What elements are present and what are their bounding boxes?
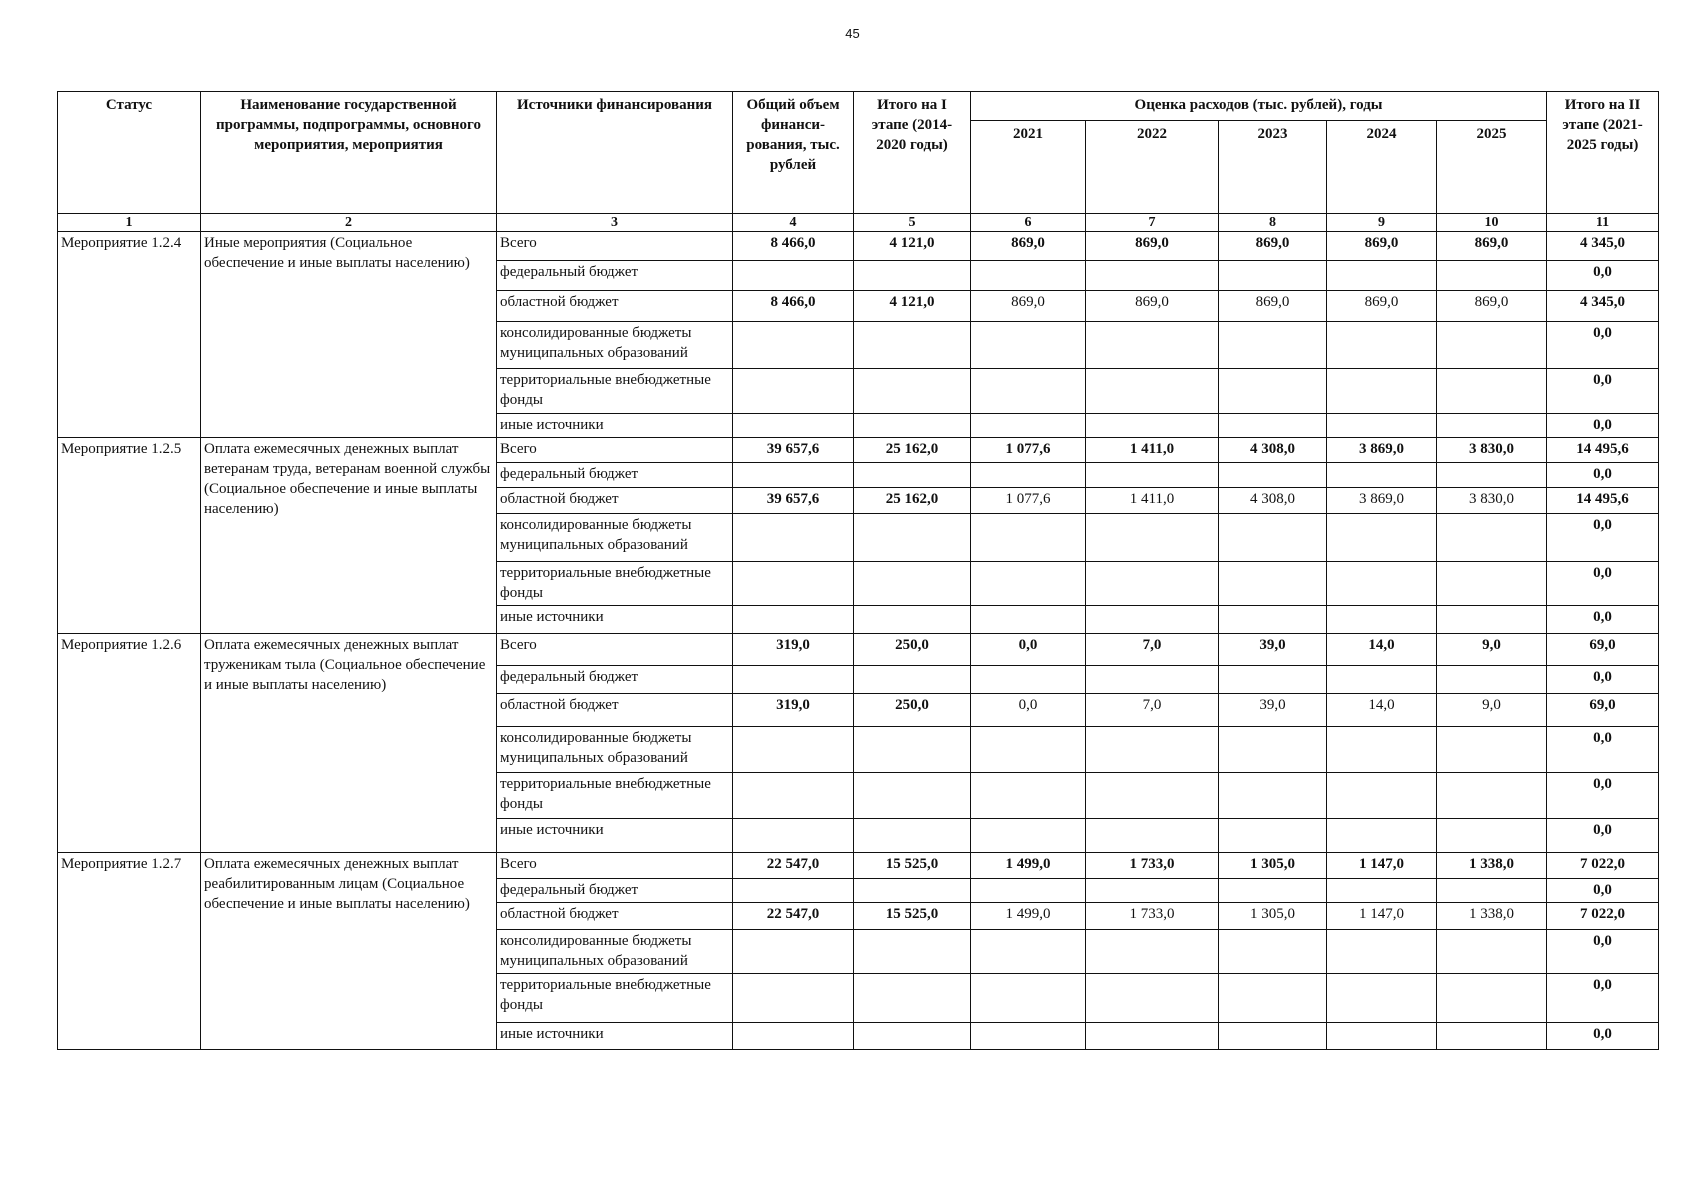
row-source: иные источники <box>497 1023 733 1050</box>
cell-value <box>733 1023 854 1050</box>
cell-value <box>971 369 1086 414</box>
cell-value: 869,0 <box>1219 291 1327 322</box>
header-year: 2025 <box>1437 121 1547 214</box>
cell-value <box>854 819 971 853</box>
column-number: 6 <box>971 214 1086 232</box>
cell-value: 8 466,0 <box>733 291 854 322</box>
cell-value <box>1437 261 1547 291</box>
cell-value: 3 869,0 <box>1327 488 1437 514</box>
row-source: территориальные внебюджетные фонды <box>497 562 733 606</box>
row-source: федеральный бюджет <box>497 666 733 694</box>
cell-value <box>971 414 1086 438</box>
header-year: 2024 <box>1327 121 1437 214</box>
cell-value <box>971 773 1086 819</box>
header-year: 2023 <box>1219 121 1327 214</box>
table-row <box>58 438 1659 463</box>
cell-value <box>1437 606 1547 634</box>
cell-value <box>971 261 1086 291</box>
cell-value: 1 077,6 <box>971 438 1086 463</box>
table-row <box>58 232 1659 261</box>
cell-value: 4 121,0 <box>854 291 971 322</box>
cell-value: 4 345,0 <box>1547 232 1659 261</box>
cell-value <box>733 819 854 853</box>
row-source: консолидированные бюджеты муниципальных образований <box>497 322 733 369</box>
cell-value: 0,0 <box>1547 930 1659 974</box>
cell-value: 15 525,0 <box>854 853 971 879</box>
header-year: 2021 <box>971 121 1086 214</box>
cell-value: 250,0 <box>854 634 971 666</box>
cell-value: 0,0 <box>1547 261 1659 291</box>
cell-value <box>971 463 1086 488</box>
row-name: Оплата ежемесячных денежных выплат реабилитированным лицам (Социальное обеспечение и иные выплаты населению) <box>201 853 497 1050</box>
cell-value <box>1219 666 1327 694</box>
cell-value <box>971 606 1086 634</box>
cell-value <box>733 879 854 903</box>
cell-value: 319,0 <box>733 694 854 727</box>
cell-value <box>733 606 854 634</box>
row-source: иные источники <box>497 414 733 438</box>
row-name: Оплата ежемесячных денежных выплат ветеранам труда, ветеранам военной службы (Социальное обеспечение и иные выплаты населению) <box>201 438 497 634</box>
cell-value: 22 547,0 <box>733 853 854 879</box>
cell-value <box>1437 1023 1547 1050</box>
cell-value <box>1437 666 1547 694</box>
cell-value <box>1219 819 1327 853</box>
column-number: 9 <box>1327 214 1437 232</box>
cell-value <box>1219 773 1327 819</box>
cell-value <box>733 727 854 773</box>
row-source: областной бюджет <box>497 694 733 727</box>
cell-value <box>1327 666 1437 694</box>
cell-value <box>1086 727 1219 773</box>
cell-value: 1 305,0 <box>1219 853 1327 879</box>
table-body <box>58 232 1659 1050</box>
column-number: 3 <box>497 214 733 232</box>
cell-value: 69,0 <box>1547 634 1659 666</box>
row-source: иные источники <box>497 606 733 634</box>
row-source: территориальные внебюджетные фонды <box>497 369 733 414</box>
cell-value <box>854 1023 971 1050</box>
cell-value <box>1327 606 1437 634</box>
cell-value <box>1327 514 1437 562</box>
row-source: федеральный бюджет <box>497 261 733 291</box>
cell-value <box>1086 606 1219 634</box>
cell-value <box>1086 369 1219 414</box>
row-status: Мероприятие 1.2.7 <box>58 853 201 1050</box>
cell-value <box>854 606 971 634</box>
cell-value <box>1327 974 1437 1023</box>
cell-value: 869,0 <box>971 232 1086 261</box>
cell-value: 39,0 <box>1219 634 1327 666</box>
row-name: Оплата ежемесячных денежных выплат труженикам тыла (Социальное обеспечение и иные выплаты населению) <box>201 634 497 853</box>
cell-value: 0,0 <box>1547 369 1659 414</box>
cell-value: 0,0 <box>1547 1023 1659 1050</box>
cell-value <box>854 562 971 606</box>
row-name: Иные мероприятия (Социальное обеспечение и иные выплаты населению) <box>201 232 497 438</box>
column-number: 8 <box>1219 214 1327 232</box>
cell-value <box>1437 773 1547 819</box>
row-source: федеральный бюджет <box>497 879 733 903</box>
column-number-row <box>58 214 1659 232</box>
cell-value: 869,0 <box>1437 232 1547 261</box>
cell-value: 869,0 <box>971 291 1086 322</box>
cell-value <box>1327 322 1437 369</box>
cell-value <box>1437 930 1547 974</box>
row-source: Всего <box>497 634 733 666</box>
cell-value <box>854 727 971 773</box>
cell-value <box>1219 463 1327 488</box>
column-number: 11 <box>1547 214 1659 232</box>
row-source: территориальные внебюджетные фонды <box>497 974 733 1023</box>
cell-value <box>1327 773 1437 819</box>
row-source: областной бюджет <box>497 903 733 930</box>
cell-value <box>1086 322 1219 369</box>
cell-value: 3 830,0 <box>1437 438 1547 463</box>
cell-value <box>854 514 971 562</box>
cell-value <box>1437 514 1547 562</box>
cell-value: 250,0 <box>854 694 971 727</box>
page-number: 45 <box>845 26 860 41</box>
cell-value: 14,0 <box>1327 694 1437 727</box>
cell-value <box>733 463 854 488</box>
cell-value: 0,0 <box>1547 414 1659 438</box>
cell-value <box>1086 930 1219 974</box>
cell-value: 0,0 <box>1547 819 1659 853</box>
cell-value: 1 338,0 <box>1437 903 1547 930</box>
cell-value: 7 022,0 <box>1547 853 1659 879</box>
cell-value <box>1327 879 1437 903</box>
cell-value: 3 830,0 <box>1437 488 1547 514</box>
cell-value: 0,0 <box>1547 463 1659 488</box>
cell-value: 319,0 <box>733 634 854 666</box>
cell-value <box>1437 463 1547 488</box>
cell-value <box>971 1023 1086 1050</box>
header-source: Источники финансирования <box>497 92 733 214</box>
cell-value: 39 657,6 <box>733 438 854 463</box>
cell-value <box>1086 1023 1219 1050</box>
cell-value <box>1437 727 1547 773</box>
cell-value: 7,0 <box>1086 634 1219 666</box>
cell-value <box>1437 322 1547 369</box>
cell-value <box>1219 879 1327 903</box>
cell-value <box>1219 369 1327 414</box>
cell-value <box>1327 562 1437 606</box>
cell-value: 8 466,0 <box>733 232 854 261</box>
cell-value: 14,0 <box>1327 634 1437 666</box>
cell-value: 0,0 <box>1547 606 1659 634</box>
cell-value <box>1437 562 1547 606</box>
cell-value <box>733 369 854 414</box>
cell-value: 39,0 <box>1219 694 1327 727</box>
cell-value <box>733 322 854 369</box>
row-status: Мероприятие 1.2.4 <box>58 232 201 438</box>
cell-value: 0,0 <box>1547 322 1659 369</box>
cell-value: 1 733,0 <box>1086 853 1219 879</box>
cell-value <box>733 562 854 606</box>
cell-value <box>733 514 854 562</box>
cell-value: 39 657,6 <box>733 488 854 514</box>
cell-value <box>854 369 971 414</box>
cell-value <box>1086 562 1219 606</box>
cell-value <box>1219 261 1327 291</box>
cell-value <box>1437 414 1547 438</box>
cell-value <box>1219 930 1327 974</box>
cell-value: 869,0 <box>1327 232 1437 261</box>
cell-value <box>1327 1023 1437 1050</box>
cell-value: 25 162,0 <box>854 438 971 463</box>
cell-value <box>1086 414 1219 438</box>
cell-value: 1 147,0 <box>1327 903 1437 930</box>
cell-value <box>971 879 1086 903</box>
cell-value <box>1327 369 1437 414</box>
cell-value: 15 525,0 <box>854 903 971 930</box>
column-number: 1 <box>58 214 201 232</box>
cell-value: 3 869,0 <box>1327 438 1437 463</box>
cell-value: 1 305,0 <box>1219 903 1327 930</box>
cell-value: 0,0 <box>971 694 1086 727</box>
cell-value <box>1437 369 1547 414</box>
column-number: 4 <box>733 214 854 232</box>
cell-value <box>733 930 854 974</box>
cell-value: 0,0 <box>1547 562 1659 606</box>
cell-value: 7,0 <box>1086 694 1219 727</box>
cell-value <box>1327 819 1437 853</box>
cell-value: 0,0 <box>1547 727 1659 773</box>
cell-value <box>971 666 1086 694</box>
cell-value <box>854 930 971 974</box>
cell-value <box>971 562 1086 606</box>
cell-value: 1 733,0 <box>1086 903 1219 930</box>
header-stage2: Итого на II этапе (2021-2025 годы) <box>1547 92 1659 214</box>
budget-table <box>57 91 1659 1050</box>
cell-value <box>1327 463 1437 488</box>
cell-value <box>1086 974 1219 1023</box>
cell-value <box>733 773 854 819</box>
cell-value <box>733 974 854 1023</box>
cell-value <box>1327 930 1437 974</box>
table-header <box>58 92 1659 232</box>
cell-value <box>1086 773 1219 819</box>
cell-value: 1 077,6 <box>971 488 1086 514</box>
cell-value <box>1437 974 1547 1023</box>
cell-value <box>1437 879 1547 903</box>
cell-value: 14 495,6 <box>1547 438 1659 463</box>
cell-value: 22 547,0 <box>733 903 854 930</box>
cell-value <box>1327 414 1437 438</box>
row-source: иные источники <box>497 819 733 853</box>
cell-value: 4 345,0 <box>1547 291 1659 322</box>
cell-value <box>1219 974 1327 1023</box>
cell-value: 869,0 <box>1327 291 1437 322</box>
cell-value: 1 338,0 <box>1437 853 1547 879</box>
cell-value: 14 495,6 <box>1547 488 1659 514</box>
cell-value <box>971 322 1086 369</box>
header-estimate: Оценка расходов (тыс. рублей), годы <box>971 92 1547 121</box>
cell-value: 0,0 <box>971 634 1086 666</box>
cell-value <box>1086 514 1219 562</box>
cell-value <box>971 819 1086 853</box>
cell-value <box>854 463 971 488</box>
cell-value <box>1219 606 1327 634</box>
row-source: консолидированные бюджеты муниципальных образований <box>497 514 733 562</box>
cell-value: 1 499,0 <box>971 853 1086 879</box>
column-number: 2 <box>201 214 497 232</box>
cell-value: 25 162,0 <box>854 488 971 514</box>
cell-value: 869,0 <box>1086 232 1219 261</box>
cell-value <box>1219 727 1327 773</box>
cell-value: 4 121,0 <box>854 232 971 261</box>
cell-value <box>854 666 971 694</box>
cell-value <box>1327 261 1437 291</box>
cell-value <box>1086 463 1219 488</box>
cell-value <box>1086 879 1219 903</box>
cell-value <box>854 879 971 903</box>
cell-value <box>1219 414 1327 438</box>
row-source: Всего <box>497 232 733 261</box>
cell-value: 9,0 <box>1437 634 1547 666</box>
cell-value <box>1086 261 1219 291</box>
cell-value: 4 308,0 <box>1219 488 1327 514</box>
cell-value: 869,0 <box>1086 291 1219 322</box>
cell-value <box>1219 1023 1327 1050</box>
cell-value <box>854 414 971 438</box>
cell-value <box>971 974 1086 1023</box>
cell-value: 7 022,0 <box>1547 903 1659 930</box>
cell-value: 1 411,0 <box>1086 488 1219 514</box>
cell-value: 0,0 <box>1547 666 1659 694</box>
row-source: консолидированные бюджеты муниципальных образований <box>497 930 733 974</box>
cell-value: 4 308,0 <box>1219 438 1327 463</box>
table-row <box>58 853 1659 879</box>
row-status: Мероприятие 1.2.6 <box>58 634 201 853</box>
cell-value <box>1219 322 1327 369</box>
header-year: 2022 <box>1086 121 1219 214</box>
row-source: консолидированные бюджеты муниципальных образований <box>497 727 733 773</box>
row-source: территориальные внебюджетные фонды <box>497 773 733 819</box>
cell-value <box>733 261 854 291</box>
cell-value <box>854 261 971 291</box>
cell-value <box>1327 727 1437 773</box>
table-row <box>58 634 1659 666</box>
row-source: федеральный бюджет <box>497 463 733 488</box>
cell-value: 0,0 <box>1547 974 1659 1023</box>
cell-value <box>1437 819 1547 853</box>
cell-value: 69,0 <box>1547 694 1659 727</box>
cell-value: 9,0 <box>1437 694 1547 727</box>
cell-value <box>971 514 1086 562</box>
row-source: областной бюджет <box>497 291 733 322</box>
cell-value <box>1086 666 1219 694</box>
cell-value: 1 499,0 <box>971 903 1086 930</box>
cell-value <box>733 666 854 694</box>
header-status: Статус <box>58 92 201 214</box>
cell-value <box>1219 514 1327 562</box>
header-stage1: Итого на I этапе (2014-2020 годы) <box>854 92 971 214</box>
column-number: 5 <box>854 214 971 232</box>
row-status: Мероприятие 1.2.5 <box>58 438 201 634</box>
column-number: 7 <box>1086 214 1219 232</box>
cell-value: 869,0 <box>1219 232 1327 261</box>
cell-value <box>1219 562 1327 606</box>
cell-value: 1 147,0 <box>1327 853 1437 879</box>
cell-value: 0,0 <box>1547 879 1659 903</box>
cell-value <box>1086 819 1219 853</box>
cell-value <box>854 773 971 819</box>
cell-value: 0,0 <box>1547 773 1659 819</box>
cell-value: 869,0 <box>1437 291 1547 322</box>
cell-value: 0,0 <box>1547 514 1659 562</box>
cell-value <box>854 974 971 1023</box>
column-number: 10 <box>1437 214 1547 232</box>
row-source: областной бюджет <box>497 488 733 514</box>
cell-value <box>971 930 1086 974</box>
header-name: Наименование государственной программы, подпрограммы, основного мероприятия, мероприятия <box>201 92 497 214</box>
cell-value: 1 411,0 <box>1086 438 1219 463</box>
cell-value <box>971 727 1086 773</box>
header-total: Общий объем финанси-рования, тыс. рублей <box>733 92 854 214</box>
row-source: Всего <box>497 438 733 463</box>
cell-value <box>854 322 971 369</box>
row-source: Всего <box>497 853 733 879</box>
cell-value <box>733 414 854 438</box>
